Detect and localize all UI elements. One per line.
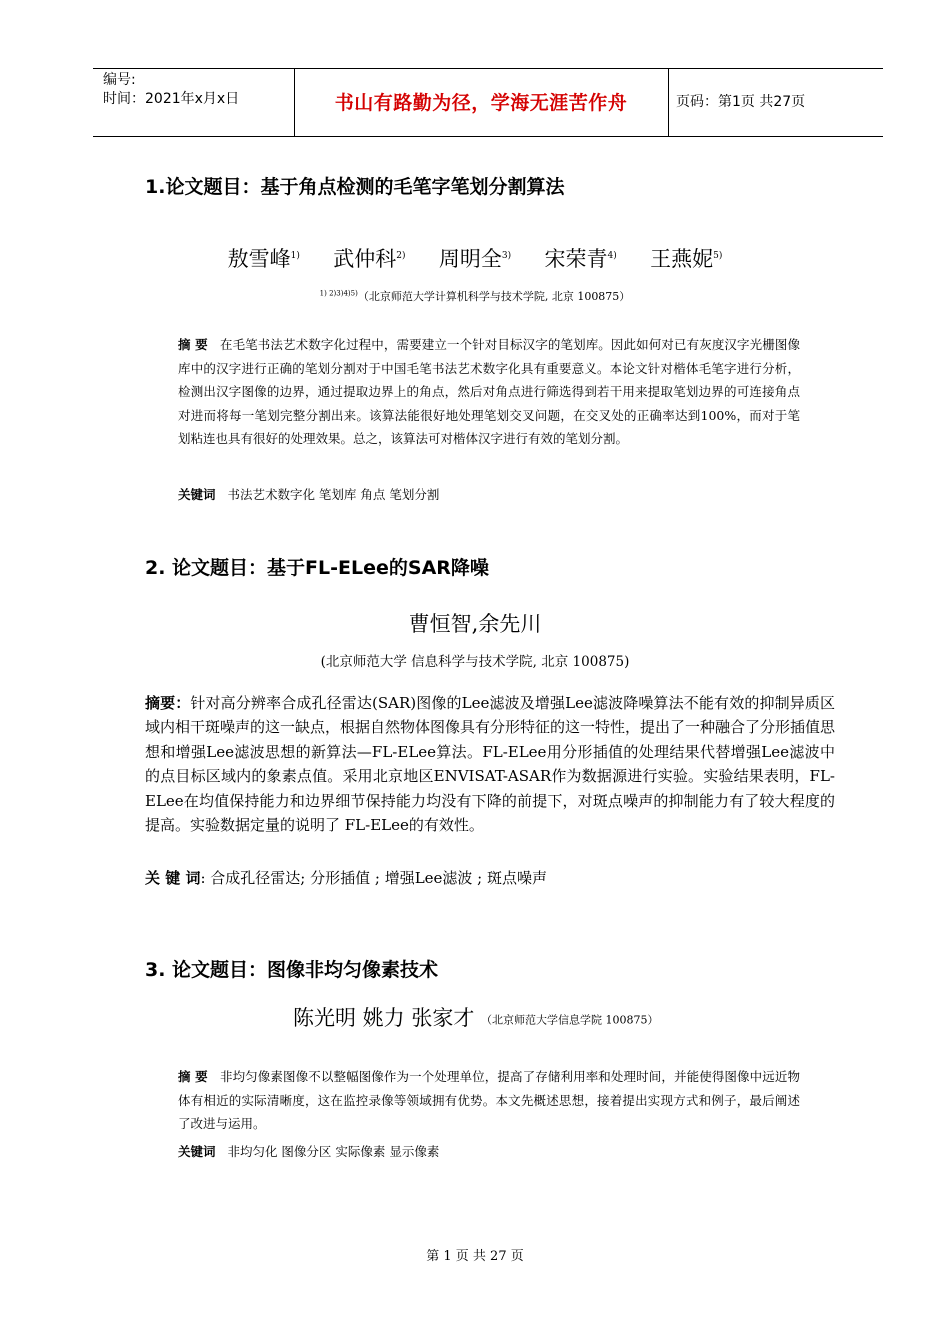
abstract-text: 非均匀像素图像不以整幅图像作为一个处理单位，提高了存储利用率和处理时间，并能使得图像中远近物体有相近的实际清晰度，这在监控录像等领域拥有优势。本文先概述思想，接着提出实现方式和例子，最后阐述了改进与运用。	[178, 1069, 800, 1131]
paper3-title: 3. 论文题目：图像非均匀像素技术	[145, 959, 439, 981]
page-header	[93, 68, 883, 137]
paper2-title: 2. 论文题目：基于FL-ELee的SAR降噪	[145, 557, 489, 579]
paper1-title: 1.论文题目：基于角点检测的毛笔字笔划分割算法	[145, 176, 565, 198]
author-mark: 5)	[713, 251, 723, 261]
author-mark: 1)	[290, 251, 300, 261]
author-mark: 3)	[501, 251, 512, 261]
header-divider	[668, 69, 669, 136]
paper2-affiliation: (北京师范大学 信息科学与技术学院, 北京 100875)	[320, 654, 630, 670]
paper3-affiliation: （北京师范大学信息学院 100875）	[481, 1013, 659, 1027]
abstract-label: 摘要：	[145, 694, 191, 712]
author-mark: 4)	[607, 251, 617, 261]
author-name: 敖雪峰	[227, 247, 291, 271]
abstract-label: 摘 要	[178, 1069, 208, 1084]
abstract-text: 针对高分辨率合成孔径雷达(SAR)图像的Lee滤波及增强Lee滤波降噪算法不能有效的抑制异质区域内相干斑噪声的这一缺点，根据自然物体图像具有分形特征的这一特性，提出了一种融合了分形插值思想和增强Lee滤波思想的新算法—FL-ELee算法。FL-ELee用分形插值的处理结果代替增强Lee滤波中的点目标区域内的象素点值。采用北京地区ENVISAT-ASAR作为数据源进行实验。实验结果表明，FL-ELee在均值保持能力和边界细节保持能力均没有下降的前提下，对斑点噪声的抑制能力有了较大程度的提高。实验数据定量的说明了 FL-ELee的有效性。	[145, 694, 836, 835]
keywords-label: 关键词	[178, 487, 216, 502]
keywords-label: 关键词	[178, 1144, 216, 1159]
abstract-text: 在毛笔书法艺术数字化过程中，需要建立一个针对目标汉字的笔划库。因此如何对已有灰度汉字光栅图像库中的汉字进行正确的笔划分割对于中国毛笔书法艺术数字化具有重要意义。本论文针对楷体毛笔字进行分析，检测出汉字图像的边界，通过提取边界上的角点，然后对角点进行筛选得到若干用来提取笔划边界的可连接角点对进而将每一笔划完整分割出来。该算法能很好地处理笔划交叉问题，在交叉处的正确率达到100%，而对于笔划粘连也具有很好的处理效果。总之，该算法可对楷体汉字进行有效的笔划分割。	[178, 337, 800, 446]
page-footer: 第 1 页 共 27 页	[426, 1249, 524, 1264]
paper3-abstract	[178, 1065, 800, 1136]
header-page-label: 页码：第1页 共27页	[676, 94, 806, 110]
keywords-label: 关 键 词	[145, 869, 201, 887]
paper3-authors: 陈光明 姚力 张家才	[293, 1006, 475, 1030]
keywords-text: 非均匀化 图像分区 实际像素 显示像素	[227, 1144, 440, 1159]
aff-text: （北京师范大学计算机科学与技术学院, 北京 100875）	[357, 290, 631, 303]
author-mark: 2)	[396, 251, 406, 261]
header-motto: 书山有路勤为径，学海无涯苦作舟	[334, 92, 628, 114]
aff-mark: 1) 2)3)4)5)	[319, 289, 358, 298]
keywords-text: : 合成孔径雷达; 分形插值 ; 增强Lee滤波 ; 斑点噪声	[200, 869, 547, 887]
paper2-keywords	[145, 867, 547, 888]
author-name: 宋荣青	[544, 247, 608, 271]
time-label: 时间：2021年x月x日	[103, 91, 240, 107]
paper2-authors: 曹恒智,余先川	[408, 612, 542, 636]
author-name: 王燕妮	[650, 247, 714, 271]
code-label: 编号:	[103, 72, 136, 88]
abstract-label: 摘 要	[178, 337, 208, 352]
keywords-text: 书法艺术数字化 笔划库 角点 笔划分割	[227, 487, 440, 502]
author-name: 周明全	[438, 247, 502, 271]
author-name: 武仲科	[333, 247, 397, 271]
header-meta	[103, 71, 239, 109]
paper1-abstract	[178, 333, 800, 451]
paper2-abstract	[145, 691, 835, 837]
paper3-keywords	[178, 1142, 439, 1160]
paper3-authors-line	[293, 1002, 893, 1032]
paper1-keywords	[178, 485, 439, 503]
paper1-authors	[0, 243, 950, 273]
paper1-affiliation	[0, 288, 950, 304]
